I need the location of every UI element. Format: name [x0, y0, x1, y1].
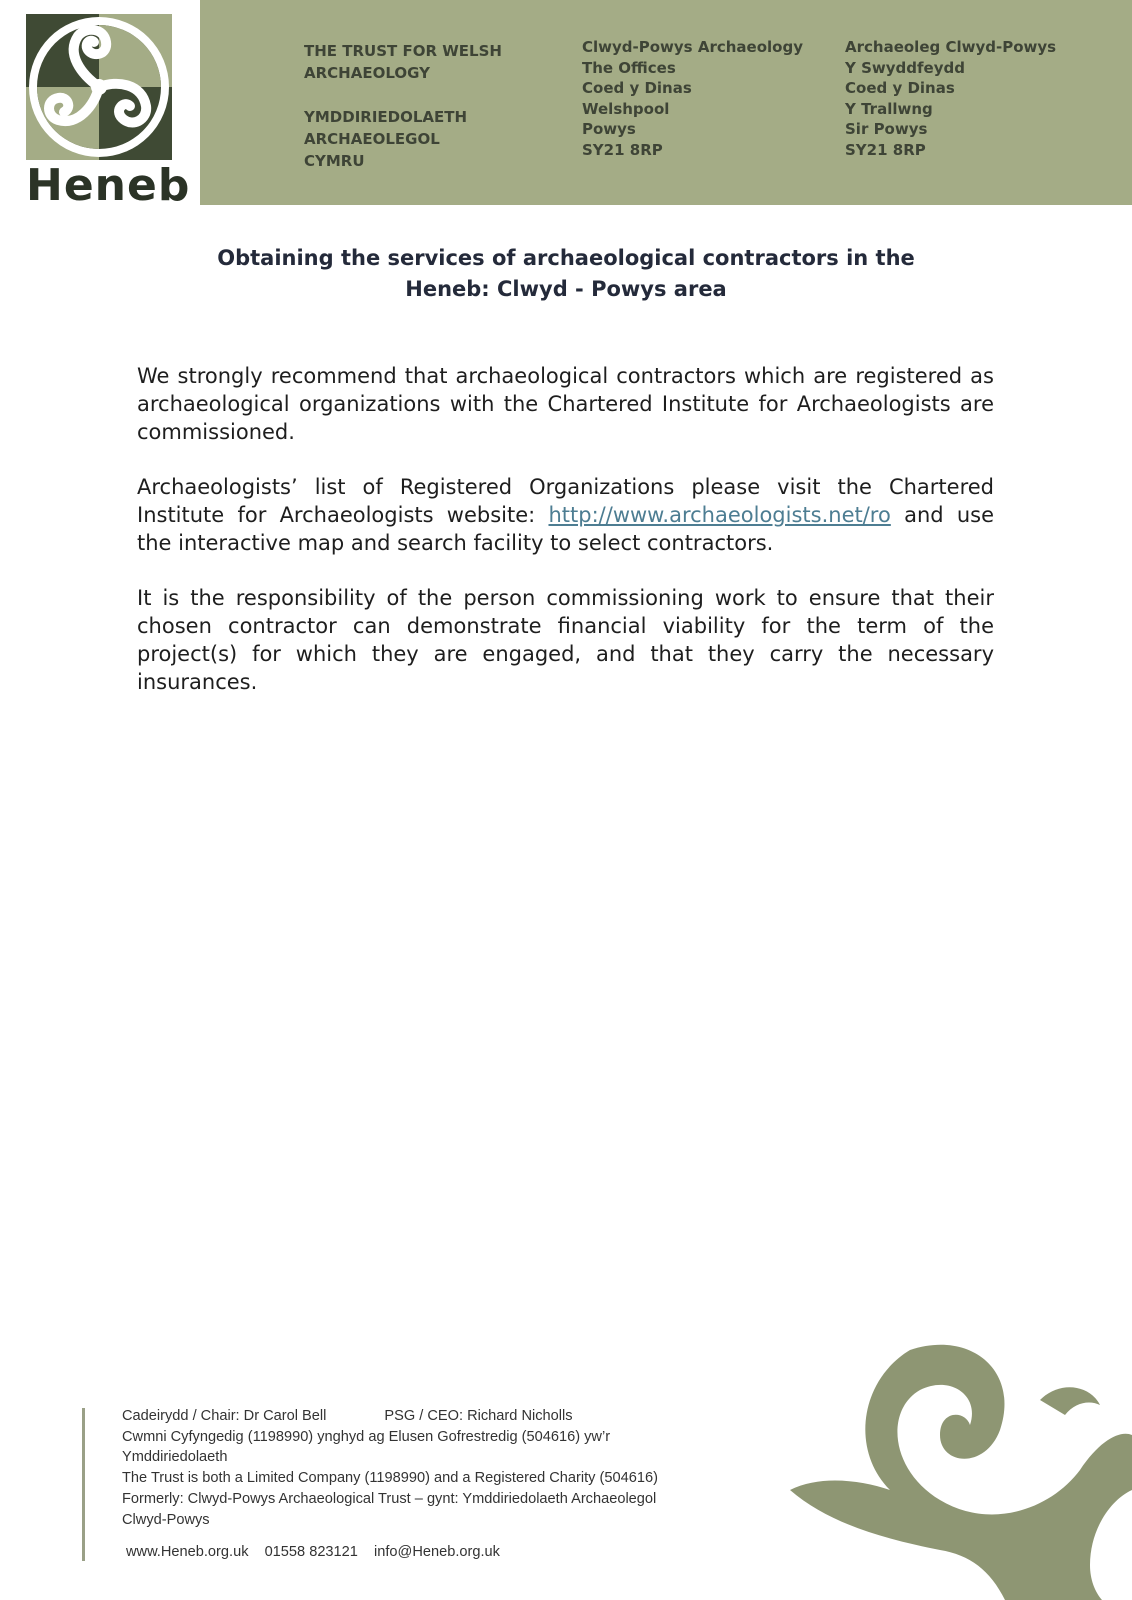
footer-ceo: PSG / CEO: Richard Nicholls [384, 1408, 573, 1424]
address-line: Y Swyddfeydd [845, 58, 965, 77]
logo-wordmark: Heneb [26, 160, 191, 211]
address-line: Clwyd-Powys Archaeology [582, 38, 803, 56]
header-line: ARCHAEOLEGOL [304, 130, 440, 148]
footer-line: Ymddiriedolaeth [122, 1449, 228, 1466]
header-address-english [582, 37, 803, 161]
address-line: Sir Powys [845, 120, 928, 139]
header-address-welsh [845, 37, 1056, 161]
address-line: Powys [582, 120, 636, 139]
header-line: YMDDIRIEDOLAETH [304, 108, 468, 126]
footer-line: Clwyd-Powys [122, 1511, 210, 1528]
heneb-logo [26, 14, 191, 211]
header-organisation-name [304, 40, 502, 172]
address-line: Coed y Dinas [582, 79, 692, 98]
footer-info [122, 1406, 722, 1530]
paragraph-text: and use the interactive map and search facility to select contractors. [137, 503, 994, 555]
title-line-1: Obtaining the services of archaeological contractors in the [217, 246, 915, 270]
address-line: SY21 8RP [582, 140, 663, 159]
footer-email[interactable]: info@Heneb.org.uk [373, 1544, 500, 1560]
footer-line: Formerly: Clwyd-Powys Archaeological Trust – gynt: Ymddiriedolaeth Archaeolegol [122, 1490, 657, 1507]
title-line-2: Heneb: Clwyd - Powys area [405, 277, 727, 301]
header-line: ARCHAEOLOGY [304, 64, 430, 82]
footer-chair: Cadeirydd / Chair: Dr Carol Bell [122, 1408, 327, 1424]
address-line: Coed y Dinas [845, 79, 955, 98]
footer-divider [82, 1408, 85, 1561]
paragraph-text: Archaeologists’ list of Registered Organizations please visit the Chartered Institute for Archaeologists website: [137, 475, 994, 527]
cifa-link[interactable]: http://www.archaeologists.net/ro [548, 503, 891, 527]
address-line: SY21 8RP [845, 140, 926, 159]
header-line: CYMRU [304, 152, 365, 170]
footer-website[interactable]: www.Heneb.org.uk [126, 1544, 249, 1560]
footer-contact [126, 1544, 512, 1560]
document-title [0, 243, 1132, 305]
footer-line: Cwmni Cyfyngedig (1198990) ynghyd ag Elusen Gofrestredig (504616) yw’r [122, 1428, 611, 1445]
header-line: THE TRUST FOR WELSH [304, 42, 502, 60]
address-line: Y Trallwng [845, 99, 933, 118]
paragraph-registered-organizations [137, 473, 994, 557]
paragraph-recommendation: We strongly recommend that archaeological contractors which are registered as archaeological organizations with the Chartered Institute for Archaeologists are commissioned. [137, 364, 994, 444]
triskele-logo-icon [26, 14, 172, 160]
address-line: Archaeoleg Clwyd-Powys [845, 38, 1057, 56]
decorative-swirl-icon [790, 1340, 1132, 1600]
address-line: Welshpool [582, 99, 670, 118]
address-line: The Offices [582, 58, 676, 77]
footer-phone: 01558 823121 [264, 1544, 358, 1560]
paragraph-responsibility: It is the responsibility of the person commissioning work to ensure that their chosen contractor can demonstrate financial viability for the term of the project(s) for which they are engaged, and that they carry the necessary insurances. [137, 586, 994, 694]
header-spacer [304, 84, 502, 106]
footer-line: The Trust is both a Limited Company (1198990) and a Registered Charity (504616) [122, 1470, 658, 1487]
